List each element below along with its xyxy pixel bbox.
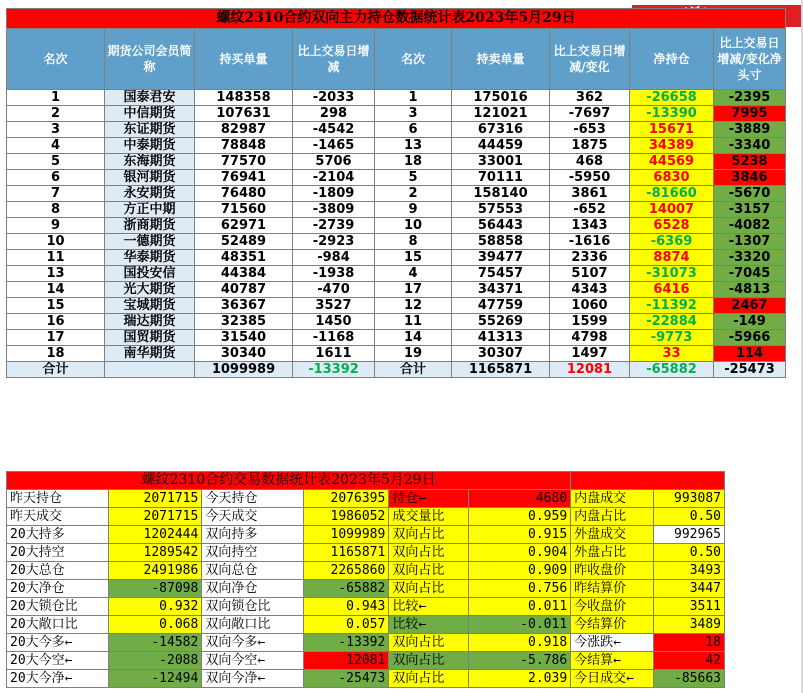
row-label: 昨天成交 xyxy=(7,508,109,526)
cell-sell-chg: 1343 xyxy=(550,218,630,234)
row-value: 0.068 xyxy=(108,616,202,634)
row-value: 0.943 xyxy=(304,598,389,616)
cell-rank2: 19 xyxy=(375,346,452,362)
row-label: 20大今净← xyxy=(7,670,109,688)
cell-sell: 55269 xyxy=(452,314,550,330)
cell-buy-chg: -3809 xyxy=(293,202,375,218)
cell-rank2: 17 xyxy=(375,282,452,298)
table-row xyxy=(7,122,786,138)
cell-buy-chg: 5706 xyxy=(293,154,375,170)
cell-sell: 56443 xyxy=(452,218,550,234)
cell-buy: 76480 xyxy=(195,186,293,202)
cell-net: -13390 xyxy=(630,106,714,122)
row-label: 20大净仓 xyxy=(7,580,109,598)
cell-sell-chg: -652 xyxy=(550,202,630,218)
row-value: 1202444 xyxy=(108,526,202,544)
cell-net: 44569 xyxy=(630,154,714,170)
cell-net: 6830 xyxy=(630,170,714,186)
table2-title-row xyxy=(7,472,725,490)
cell-net-chg: -149 xyxy=(714,314,786,330)
cell-net-chg: 5238 xyxy=(714,154,786,170)
cell-sell-chg: 1875 xyxy=(550,138,630,154)
row-value: 4680 xyxy=(469,490,571,508)
column-header: 名次 xyxy=(7,29,105,90)
total-buy: 1099989 xyxy=(195,362,293,378)
table-row xyxy=(7,106,786,122)
table-row xyxy=(7,562,725,580)
cell-company: 浙商期货 xyxy=(105,218,195,234)
table-row xyxy=(7,330,786,346)
cell-sell-chg: 4343 xyxy=(550,282,630,298)
cell-net-chg: -3320 xyxy=(714,250,786,266)
total-buy-chg: -13392 xyxy=(293,362,375,378)
row-label: 双向占比 xyxy=(389,652,469,670)
cell-net: -6369 xyxy=(630,234,714,250)
cell-rank: 8 xyxy=(7,202,105,218)
table1-title: 螺纹2310合约双向主力持仓数据统计表2023年5月29日 xyxy=(7,9,786,29)
row-label: 持仓← xyxy=(389,490,469,508)
row-value: 0.904 xyxy=(469,544,571,562)
cell-rank2: 10 xyxy=(375,218,452,234)
cell-rank: 7 xyxy=(7,186,105,202)
cell-net: 33 xyxy=(630,346,714,362)
row-value: -87098 xyxy=(108,580,202,598)
cell-buy-chg: 1450 xyxy=(293,314,375,330)
row-value: 0.959 xyxy=(469,508,571,526)
cell-sell: 44459 xyxy=(452,138,550,154)
cell-net: -31073 xyxy=(630,266,714,282)
row-label: 双向敞口比 xyxy=(202,616,304,634)
cell-sell-chg: -7697 xyxy=(550,106,630,122)
cell-company: 东海期货 xyxy=(105,154,195,170)
position-table xyxy=(6,8,786,378)
cell-rank: 6 xyxy=(7,170,105,186)
cell-rank2: 2 xyxy=(375,186,452,202)
row-label: 20大持空 xyxy=(7,544,109,562)
cell-buy: 107631 xyxy=(195,106,293,122)
column-header: 持卖单量 xyxy=(452,29,550,90)
row-value: 3493 xyxy=(654,562,725,580)
row-label: 双向占比 xyxy=(389,562,469,580)
cell-rank: 5 xyxy=(7,154,105,170)
row-value: -85663 xyxy=(654,670,725,688)
table-row xyxy=(7,266,786,282)
cell-buy-chg: -470 xyxy=(293,282,375,298)
cell-rank: 18 xyxy=(7,346,105,362)
cell-company: 国泰君安 xyxy=(105,90,195,106)
cell-net: 6528 xyxy=(630,218,714,234)
table-row xyxy=(7,634,725,652)
row-label: 外盘占比 xyxy=(571,544,654,562)
cell-sell: 121021 xyxy=(452,106,550,122)
cell-sell: 39477 xyxy=(452,250,550,266)
row-value: -2088 xyxy=(108,652,202,670)
cell-net-chg: -3157 xyxy=(714,202,786,218)
row-label: 20大总仓 xyxy=(7,562,109,580)
row-label: 20大今多← xyxy=(7,634,109,652)
cell-buy-chg: -2033 xyxy=(293,90,375,106)
cell-net: 14007 xyxy=(630,202,714,218)
cell-sell-chg: 1497 xyxy=(550,346,630,362)
row-label: 外盘成交 xyxy=(571,526,654,544)
table2-title: 螺纹2310合约交易数据统计表2023年5月29日 xyxy=(7,472,571,490)
cell-buy-chg: 3527 xyxy=(293,298,375,314)
table1-header-row xyxy=(7,29,786,90)
cell-buy-chg: -1809 xyxy=(293,186,375,202)
row-label: 双向持多 xyxy=(202,526,304,544)
row-label: 双向占比 xyxy=(389,670,469,688)
table2-title-blank xyxy=(571,472,725,490)
row-value: 0.50 xyxy=(654,544,725,562)
cell-sell: 47759 xyxy=(452,298,550,314)
cell-buy-chg: 1611 xyxy=(293,346,375,362)
row-value: 42 xyxy=(654,652,725,670)
cell-buy: 52489 xyxy=(195,234,293,250)
cell-company: 东证期货 xyxy=(105,122,195,138)
total-sell: 1165871 xyxy=(452,362,550,378)
row-value: 0.918 xyxy=(469,634,571,652)
cell-rank2: 1 xyxy=(375,90,452,106)
row-value: 2071715 xyxy=(108,508,202,526)
cell-sell-chg: 3861 xyxy=(550,186,630,202)
cell-net: -22884 xyxy=(630,314,714,330)
row-label: 昨收盘价 xyxy=(571,562,654,580)
cell-net-chg: -4082 xyxy=(714,218,786,234)
cell-buy: 71560 xyxy=(195,202,293,218)
cell-rank2: 18 xyxy=(375,154,452,170)
row-label: 20大敞口比 xyxy=(7,616,109,634)
cell-rank2: 13 xyxy=(375,138,452,154)
cell-rank: 2 xyxy=(7,106,105,122)
row-value: 3447 xyxy=(654,580,725,598)
cell-buy: 36367 xyxy=(195,298,293,314)
cell-rank: 14 xyxy=(7,282,105,298)
cell-sell-chg: 2336 xyxy=(550,250,630,266)
cell-buy: 40787 xyxy=(195,282,293,298)
cell-rank: 17 xyxy=(7,330,105,346)
table-row xyxy=(7,90,786,106)
cell-net-chg: -4813 xyxy=(714,282,786,298)
table-row xyxy=(7,154,786,170)
row-label: 双向占比 xyxy=(389,544,469,562)
row-label: 昨天持仓 xyxy=(7,490,109,508)
cell-sell: 158140 xyxy=(452,186,550,202)
column-header: 净持仓 xyxy=(630,29,714,90)
cell-buy-chg: -2104 xyxy=(293,170,375,186)
cell-sell-chg: 1060 xyxy=(550,298,630,314)
table-row xyxy=(7,346,786,362)
cell-sell: 33001 xyxy=(452,154,550,170)
cell-net: -11392 xyxy=(630,298,714,314)
cell-rank2: 11 xyxy=(375,314,452,330)
cell-rank: 3 xyxy=(7,122,105,138)
table-row xyxy=(7,138,786,154)
total-sell-chg: 12081 xyxy=(550,362,630,378)
cell-sell: 58858 xyxy=(452,234,550,250)
cell-net-chg: -1307 xyxy=(714,234,786,250)
row-label: 双向今净← xyxy=(202,670,304,688)
cell-net-chg: -7045 xyxy=(714,266,786,282)
cell-rank2: 4 xyxy=(375,266,452,282)
column-header: 名次 xyxy=(375,29,452,90)
table1-title-row xyxy=(7,9,786,29)
cell-net-chg: -5670 xyxy=(714,186,786,202)
cell-rank2: 9 xyxy=(375,202,452,218)
row-label: 20大持多 xyxy=(7,526,109,544)
row-value: 1099989 xyxy=(304,526,389,544)
cell-rank: 11 xyxy=(7,250,105,266)
cell-sell: 57553 xyxy=(452,202,550,218)
cell-rank: 15 xyxy=(7,298,105,314)
cell-sell-chg: 5107 xyxy=(550,266,630,282)
cell-rank: 4 xyxy=(7,138,105,154)
row-label: 今涨跌← xyxy=(571,634,654,652)
row-value: -14582 xyxy=(108,634,202,652)
cell-net-chg: 2467 xyxy=(714,298,786,314)
cell-sell-chg: 1599 xyxy=(550,314,630,330)
row-value: 18 xyxy=(654,634,725,652)
cell-net: 8874 xyxy=(630,250,714,266)
cell-net-chg: 7995 xyxy=(714,106,786,122)
row-label: 今天持仓 xyxy=(202,490,304,508)
cell-rank: 16 xyxy=(7,314,105,330)
row-label: 双向占比 xyxy=(389,580,469,598)
row-value: 2491986 xyxy=(108,562,202,580)
row-label: 昨结算价 xyxy=(571,580,654,598)
table-row xyxy=(7,234,786,250)
cell-buy-chg: -1465 xyxy=(293,138,375,154)
row-label: 双向持空 xyxy=(202,544,304,562)
row-label: 20大今空← xyxy=(7,652,109,670)
cell-net: -26658 xyxy=(630,90,714,106)
row-value: 12081 xyxy=(304,652,389,670)
table-row xyxy=(7,652,725,670)
table-row xyxy=(7,186,786,202)
cell-buy-chg: -1168 xyxy=(293,330,375,346)
column-header: 期货公司会员简称 xyxy=(105,29,195,90)
row-value: -12494 xyxy=(108,670,202,688)
cell-buy-chg: -4542 xyxy=(293,122,375,138)
cell-rank2: 14 xyxy=(375,330,452,346)
total-blank xyxy=(105,362,195,378)
row-value: -0.011 xyxy=(469,616,571,634)
table-row xyxy=(7,250,786,266)
cell-sell: 70111 xyxy=(452,170,550,186)
row-label: 双向净仓 xyxy=(202,580,304,598)
table1-total-row xyxy=(7,362,786,378)
cell-sell: 41313 xyxy=(452,330,550,346)
total-net: -65882 xyxy=(630,362,714,378)
cell-sell: 75457 xyxy=(452,266,550,282)
row-label: 双向总仓 xyxy=(202,562,304,580)
cell-rank: 10 xyxy=(7,234,105,250)
row-value: 1165871 xyxy=(304,544,389,562)
cell-rank2: 5 xyxy=(375,170,452,186)
row-label: 比较← xyxy=(389,598,469,616)
row-value: -5.786 xyxy=(469,652,571,670)
cell-buy: 44384 xyxy=(195,266,293,282)
row-label: 双向占比 xyxy=(389,526,469,544)
column-header: 比上交易日增减 xyxy=(293,29,375,90)
column-header: 比上交易日增减/变化 xyxy=(550,29,630,90)
row-label: 今结算← xyxy=(571,652,654,670)
cell-company: 方正中期 xyxy=(105,202,195,218)
row-value: 0.011 xyxy=(469,598,571,616)
cell-sell-chg: 4798 xyxy=(550,330,630,346)
cell-net-chg: -5966 xyxy=(714,330,786,346)
cell-buy-chg: -984 xyxy=(293,250,375,266)
row-label: 今结算价 xyxy=(571,616,654,634)
table-row xyxy=(7,170,786,186)
cell-rank2: 3 xyxy=(375,106,452,122)
row-label: 成交量比 xyxy=(389,508,469,526)
cell-buy-chg: -2923 xyxy=(293,234,375,250)
cell-sell-chg: -1616 xyxy=(550,234,630,250)
cell-rank: 13 xyxy=(7,266,105,282)
row-value: 993087 xyxy=(654,490,725,508)
cell-buy: 148358 xyxy=(195,90,293,106)
cell-net: -9773 xyxy=(630,330,714,346)
table-row xyxy=(7,508,725,526)
table-row xyxy=(7,526,725,544)
cell-net: 6416 xyxy=(630,282,714,298)
cell-rank: 1 xyxy=(7,90,105,106)
cell-buy: 31540 xyxy=(195,330,293,346)
row-label: 双向锁仓比 xyxy=(202,598,304,616)
row-label: 20大锁仓比 xyxy=(7,598,109,616)
row-label: 比较← xyxy=(389,616,469,634)
cell-company: 永安期货 xyxy=(105,186,195,202)
row-label: 内盘占比 xyxy=(571,508,654,526)
cell-rank2: 15 xyxy=(375,250,452,266)
row-value: 3489 xyxy=(654,616,725,634)
table-row xyxy=(7,598,725,616)
cell-buy: 77570 xyxy=(195,154,293,170)
row-value: 0.909 xyxy=(469,562,571,580)
cell-net-chg: 114 xyxy=(714,346,786,362)
row-value: 0.915 xyxy=(469,526,571,544)
cell-rank2: 8 xyxy=(375,234,452,250)
row-value: -13392 xyxy=(304,634,389,652)
table-row xyxy=(7,670,725,688)
row-value: 0.756 xyxy=(469,580,571,598)
cell-company: 中信期货 xyxy=(105,106,195,122)
cell-company: 宝城期货 xyxy=(105,298,195,314)
cell-rank2: 12 xyxy=(375,298,452,314)
table-row xyxy=(7,616,725,634)
cell-sell-chg: -653 xyxy=(550,122,630,138)
cell-company: 瑞达期货 xyxy=(105,314,195,330)
row-value: 2.039 xyxy=(469,670,571,688)
table-row xyxy=(7,544,725,562)
cell-company: 银河期货 xyxy=(105,170,195,186)
cell-company: 光大期货 xyxy=(105,282,195,298)
row-value: 992965 xyxy=(654,526,725,544)
table-row xyxy=(7,218,786,234)
cell-rank: 9 xyxy=(7,218,105,234)
table-row xyxy=(7,202,786,218)
row-value: 2265860 xyxy=(304,562,389,580)
cell-net: -81660 xyxy=(630,186,714,202)
table-row xyxy=(7,580,725,598)
row-label: 今天成交 xyxy=(202,508,304,526)
cell-buy: 78848 xyxy=(195,138,293,154)
cell-sell-chg: 468 xyxy=(550,154,630,170)
cell-company: 华泰期货 xyxy=(105,250,195,266)
table-row xyxy=(7,314,786,330)
row-value: 0.932 xyxy=(108,598,202,616)
cell-sell-chg: -5950 xyxy=(550,170,630,186)
cell-buy: 32385 xyxy=(195,314,293,330)
table-row xyxy=(7,282,786,298)
row-label: 内盘成交 xyxy=(571,490,654,508)
cell-net-chg: -3340 xyxy=(714,138,786,154)
cell-company: 中泰期货 xyxy=(105,138,195,154)
row-label: 今收盘价 xyxy=(571,598,654,616)
cell-buy: 48351 xyxy=(195,250,293,266)
row-value: 1986052 xyxy=(304,508,389,526)
total-label: 合计 xyxy=(7,362,105,378)
row-value: 0.50 xyxy=(654,508,725,526)
total-net-chg: -25473 xyxy=(714,362,786,378)
cell-rank2: 6 xyxy=(375,122,452,138)
row-label: 今日成交← xyxy=(571,670,654,688)
row-label: 双向今空← xyxy=(202,652,304,670)
cell-net: 15671 xyxy=(630,122,714,138)
cell-buy-chg: 298 xyxy=(293,106,375,122)
trading-table xyxy=(6,471,725,688)
column-header: 比上交易日增减/变化净头寸 xyxy=(714,29,786,90)
row-label: 双向占比 xyxy=(389,634,469,652)
total-label2: 合计 xyxy=(375,362,452,378)
cell-company: 国投安信 xyxy=(105,266,195,282)
cell-net-chg: -3889 xyxy=(714,122,786,138)
cell-net-chg: -2395 xyxy=(714,90,786,106)
cell-buy: 82987 xyxy=(195,122,293,138)
cell-buy: 62971 xyxy=(195,218,293,234)
cell-sell: 34371 xyxy=(452,282,550,298)
table-row xyxy=(7,298,786,314)
row-value: 1289542 xyxy=(108,544,202,562)
cell-net: 34389 xyxy=(630,138,714,154)
row-value: 0.057 xyxy=(304,616,389,634)
column-header: 持买单量 xyxy=(195,29,293,90)
cell-buy: 30340 xyxy=(195,346,293,362)
cell-company: 一德期货 xyxy=(105,234,195,250)
row-value: -25473 xyxy=(304,670,389,688)
row-value: 2071715 xyxy=(108,490,202,508)
cell-sell: 67316 xyxy=(452,122,550,138)
table-row xyxy=(7,490,725,508)
cell-buy-chg: -1938 xyxy=(293,266,375,282)
cell-sell: 30307 xyxy=(452,346,550,362)
cell-company: 南华期货 xyxy=(105,346,195,362)
cell-buy-chg: -2739 xyxy=(293,218,375,234)
row-label: 双向今多← xyxy=(202,634,304,652)
row-value: 2076395 xyxy=(304,490,389,508)
cell-sell: 175016 xyxy=(452,90,550,106)
row-value: -65882 xyxy=(304,580,389,598)
cell-buy: 76941 xyxy=(195,170,293,186)
cell-company: 国贸期货 xyxy=(105,330,195,346)
row-value: 3511 xyxy=(654,598,725,616)
cell-sell-chg: 362 xyxy=(550,90,630,106)
cell-net-chg: 3846 xyxy=(714,170,786,186)
